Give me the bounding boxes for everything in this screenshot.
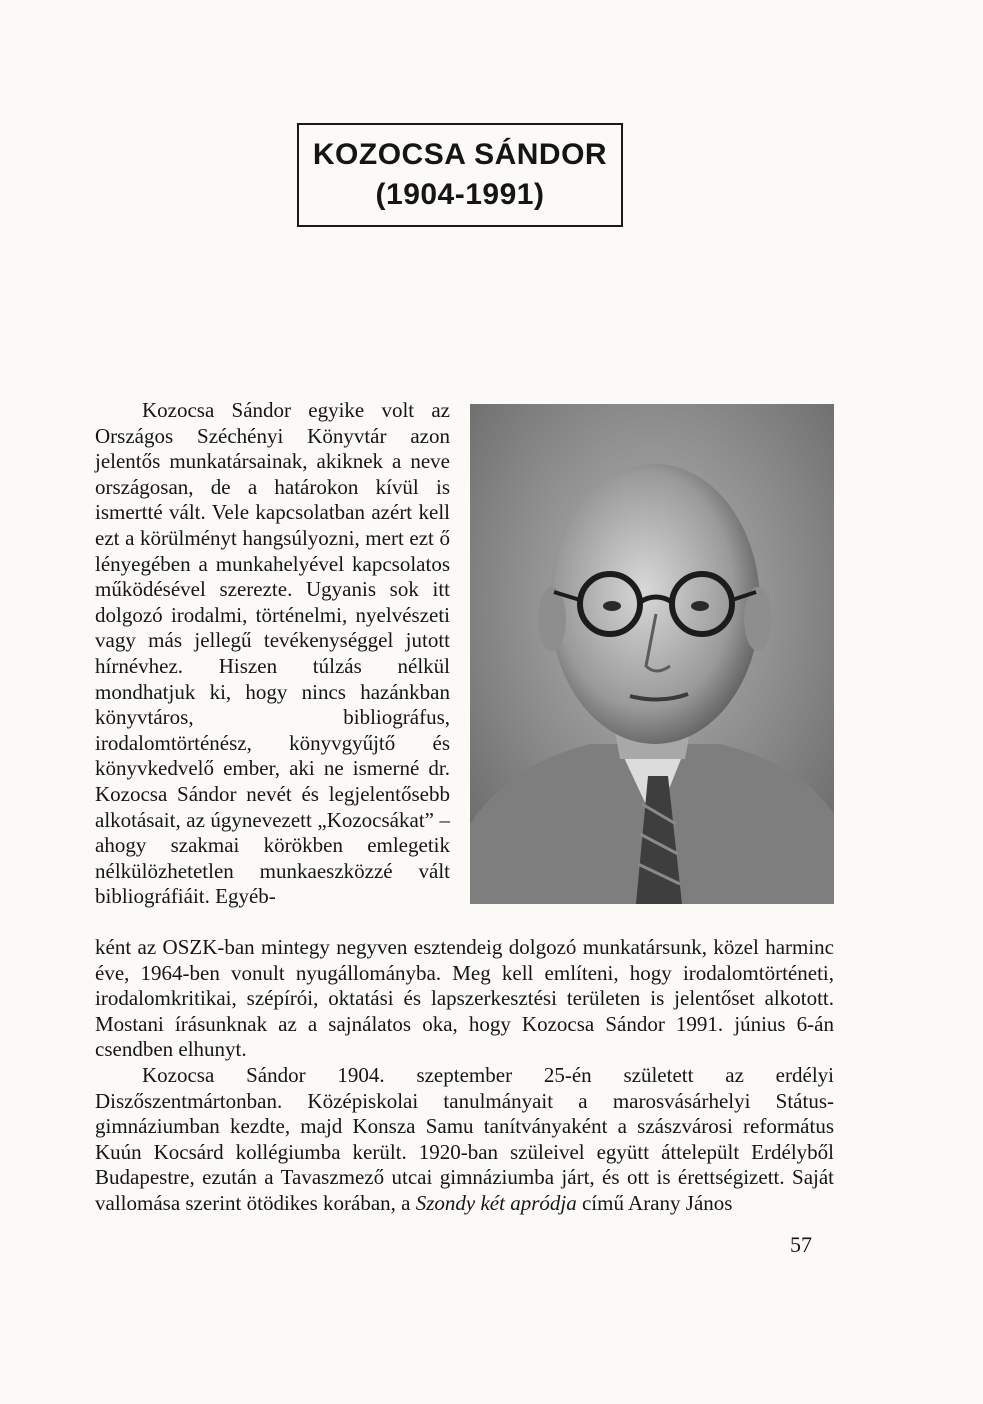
paragraph-1-continuation: ként az OSZK-ban mintegy negyven esztendeig dolgozó munkatársunk, közel harminc éve, 1964-ben vonult nyugállományba. Meg kell említeni, hogy irodalomtörténeti, irodalomkritikai, szépírói, oktatási és lapszerkesztési területen is jelentőset alkotott. Mostani írásunknak az a sajnálatos oka, hogy Kozocsa Sándor 1991. június 6-án csendben elhunyt.	[95, 935, 834, 1062]
page-number: 57	[790, 1232, 812, 1257]
title-box	[297, 123, 623, 227]
paragraph-1-narrow: Kozocsa Sándor egyike volt az Országos Széchényi Könyvtár azon jelentős munkatársainak, akiknek a neve országosan, de a határokon kívül is ismertté vált. Vele kapcsolatban azért kell ezt a körülményt hangsúlyozni, mert ezt ő lényegében a munkahelyével kapcsolatos működésével szerezte. Ugyanis sok itt dolgozó irodalmi, történelmi, nyelvészeti vagy más jellegű tevékenységgel jutott hírnévhez. Hiszen túlzás nélkül mondhatjuk ki, hogy nincs hazánkban könyvtáros, bibliográfus, irodalomtörténész, könyvgyűjtő és könyvkedvelő ember, aki ne ismerné dr. Kozocsa Sándor nevét és legjelentősebb alkotásait, az úgynevezett „Kozocsákat” – ahogy szakmai körökben emlegetik nélkülözhetetlen munkaeszközzé vált bibliográfiáit. Egyéb-	[95, 398, 450, 909]
paragraph-2-text-a: Kozocsa Sándor 1904. szeptember 25-én született az erdélyi Diszőszentmártonban. Középiskolai tanulmányait a marosvásárhelyi Státus-gimnáziumban kezdte, majd Konsza Samu tanítványaként a szászvárosi református Kuún Kocsárd kollégiumba került. 1920-ban szüleivel együtt áttelepült Erdélyből Budapestre, ezután a Tavaszmező utcai gimnáziumba járt, és ott is érettségizett. Saját vallomása szerint ötödikes korában, a	[95, 1062, 834, 1215]
lifespan: (1904-1991)	[375, 178, 545, 211]
body-text-narrow	[95, 398, 450, 910]
paragraph-2	[95, 1063, 834, 1217]
page-title: KOZOCSA SÁNDOR	[312, 138, 608, 171]
poem-title: Szondy két apródja	[415, 1190, 577, 1215]
body-text-wide	[95, 935, 834, 1217]
portrait-photo	[470, 404, 834, 904]
paragraph-2-text-b: című Arany János	[576, 1190, 733, 1215]
